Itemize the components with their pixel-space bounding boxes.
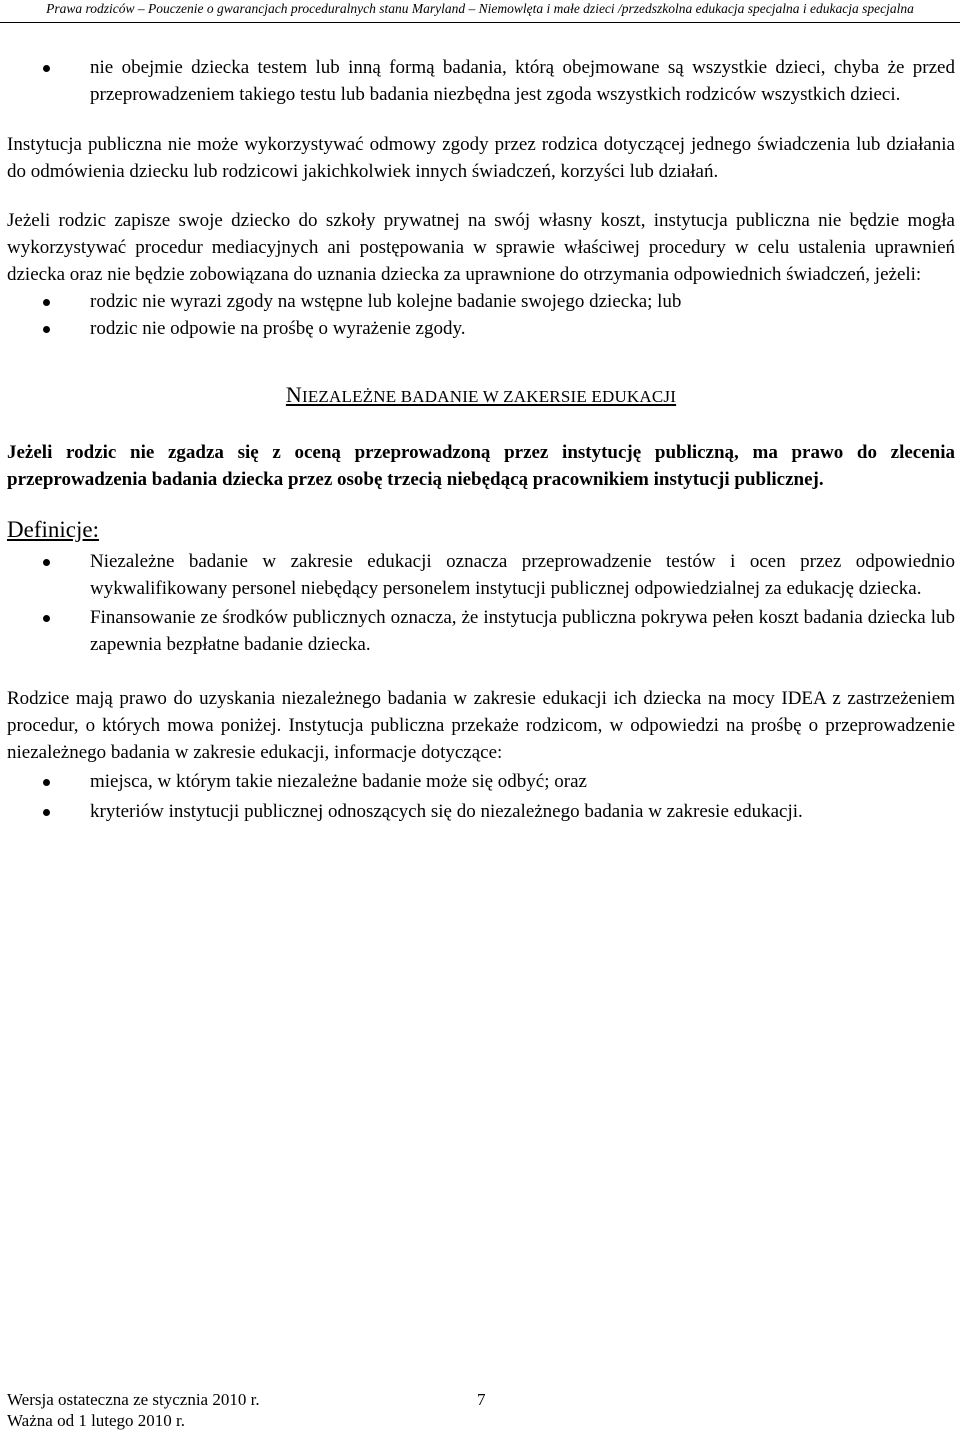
bold-paragraph-right-to-evaluation: Jeżeli rodzic nie zgadza się z oceną przeprowadzoną przez instytucję publiczną, ma prawo do zlecenia przeprowadzenia badania dziecka przez osobę trzecią niebędącą pracownikiem instytucji publicznej.: [7, 442, 955, 490]
page-content: [7, 54, 955, 825]
list-item-text: rodzic nie wyrazi zgody na wstępne lub kolejne badanie swojego dziecka; lub: [90, 291, 682, 312]
definitions-list: [7, 548, 955, 658]
list-item: [7, 288, 955, 315]
heading-first-letter: N: [285, 382, 302, 407]
bullet-icon: [43, 299, 50, 306]
list-item: [7, 315, 955, 342]
intro-bullet-list: [7, 54, 955, 108]
conditions-list: [7, 288, 955, 342]
list-item-text: miejsca, w którym takie niezależne badanie może się odbyć; oraz: [90, 771, 587, 792]
bullet-icon: [43, 65, 50, 72]
heading-rest: IEZALEŻNE BADANIE W ZAKERSIE EDUKACJI: [301, 387, 677, 406]
bullet-icon: [43, 809, 50, 816]
paragraph-idea-rights: Rodzice mają prawo do uzyskania niezależnego badania w zakresie edukacji ich dziecka na mocy IDEA z zastrzeżeniem procedur, o których mowa poniżej. Instytucja publiczna przekaże rodzicom, w odpowiedzi na prośbę o przeprowadzenie niezależnego badania w zakresie edukacji, informacje dotyczące:: [7, 688, 955, 763]
list-item: [7, 604, 955, 658]
footer-valid-from: Ważna od 1 lutego 2010 r.: [7, 1411, 186, 1430]
bullet-icon: [43, 615, 50, 622]
list-item-text: rodzic nie odpowie na prośbę o wyrażenie zgody.: [90, 318, 466, 339]
running-header-text: Prawa rodziców – Pouczenie o gwarancjach proceduralnych stanu Maryland – Niemowlęta i małe dzieci /przedszkolna edukacja specjalna i edukacja specjalna: [46, 1, 914, 16]
page-number: 7: [477, 1390, 486, 1409]
list-item-text: Finansowanie ze środków publicznych oznacza, że instytucja publiczna pokrywa pełen koszt badania dziecka lub zapewnia bezpłatne badanie dziecka.: [90, 607, 955, 655]
footer-version: Wersja ostateczna ze stycznia 2010 r.: [7, 1390, 260, 1409]
list-item-text: nie obejmie dziecka testem lub inną formą badania, którą obejmowane są wszystkie dzieci, chyba że przed przeprowadzeniem takiego testu lub badania niezbędna jest zgoda wszystkich rodziców wszystkich dzieci.: [90, 57, 955, 105]
list-item: [7, 768, 955, 795]
list-item-text: kryteriów instytucji publicznej odnoszących się do niezależnego badania w zakresie edukacji.: [90, 801, 803, 822]
paragraph-refusal-consent: Instytucja publiczna nie może wykorzystywać odmowy zgody przez rodzica dotyczącej jednego świadczenia lub działania do odmówienia dziecku lub rodzicowi jakichkolwiek innych świadczeń, korzyści lub działań.: [7, 134, 955, 182]
bullet-icon: [43, 326, 50, 333]
section-heading: [7, 381, 955, 410]
list-item: [7, 548, 955, 602]
bullet-icon: [43, 559, 50, 566]
list-item-text: Niezależne badanie w zakresie edukacji oznacza przeprowadzenie testów i ocen przez odpowiednio wykwalifikowany personel niebędący personelem instytucji publicznej odpowiedzialnej za edukację dziecka.: [90, 551, 955, 599]
list-item: [7, 798, 955, 825]
bullet-icon: [43, 779, 50, 786]
info-list: [7, 768, 955, 825]
paragraph-private-school: Jeżeli rodzic zapisze swoje dziecko do szkoły prywatnej na swój własny koszt, instytucja publiczna nie będzie mogła wykorzystywać procedur mediacyjnych ani postępowania w sprawie właściwej procedury w celu ustalenia uprawnień dziecka oraz nie będzie zobowiązana do uznania dziecka za uprawnione do otrzymania odpowiednich świadczeń, jeżeli:: [7, 210, 955, 285]
definitions-title: Definicje:: [7, 517, 99, 542]
running-header: [0, 0, 960, 23]
page-footer: [7, 1389, 260, 1431]
list-item: [7, 54, 955, 108]
